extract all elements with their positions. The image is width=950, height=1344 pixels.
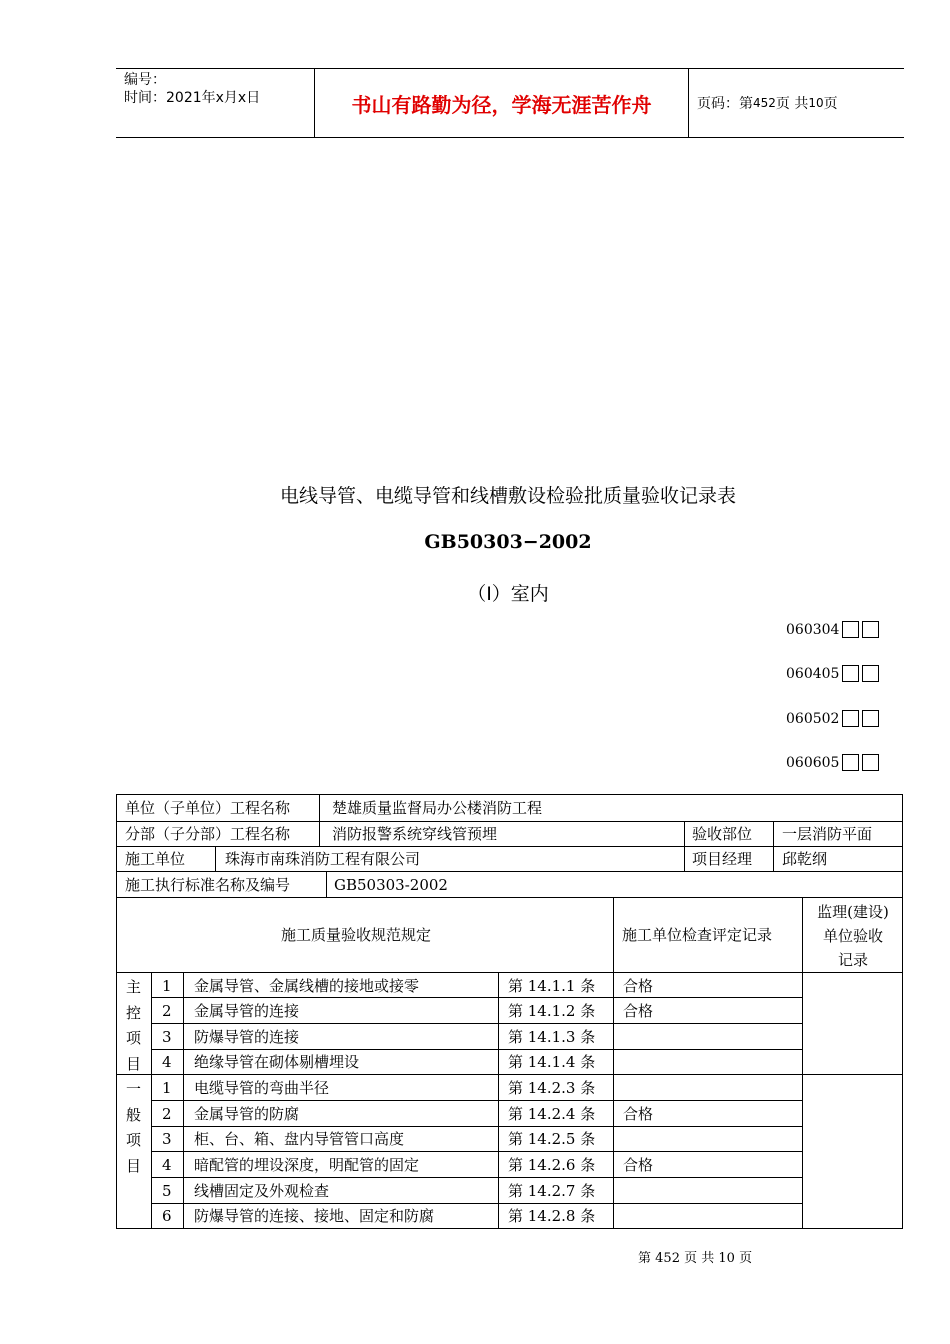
group-char: 主 [126,978,142,996]
item-clause: 第 14.1.2 条 [508,1002,596,1020]
item-result: 合格 [623,1105,654,1123]
group-char: 一 [126,1080,142,1098]
acceptance-part-value: 一层消防平面 [782,825,873,843]
rule [117,1074,902,1075]
rule [773,821,774,871]
rule [117,897,902,898]
checkbox[interactable] [862,621,879,638]
code-row [786,705,879,727]
rule [319,795,320,821]
document-subtitle: （Ⅰ）室内 [467,583,549,605]
checkbox[interactable] [862,710,879,727]
item-description: 暗配管的埋设深度，明配管的固定 [194,1156,420,1174]
manager-label: 项目经理 [692,850,753,868]
rule [498,972,499,1228]
rule [319,821,320,846]
acceptance-table [116,794,903,1229]
item-result: 合格 [623,1002,654,1020]
unit-name-label: 单位（子单位）工程名称 [125,799,291,817]
item-description: 电缆导管的弯曲半径 [194,1079,330,1097]
checkbox[interactable] [862,665,879,682]
item-clause: 第 14.2.8 条 [508,1207,596,1225]
document-title: 电线导管、电缆导管和线槽敷设检验批质量验收记录表 [279,485,736,507]
rule [117,846,902,847]
exec-standard-value: GB50303-2002 [334,876,448,894]
rule [802,897,803,1228]
exec-standard-label: 施工执行标准名称及编号 [125,876,291,894]
page-prefix: 页码：第 [697,96,753,112]
code-row [786,749,879,771]
rule [684,821,685,871]
item-number: 6 [162,1207,172,1225]
item-description: 线槽固定及外观检查 [194,1182,330,1200]
item-number: 2 [162,1105,172,1123]
rule [117,871,902,872]
item-number: 1 [162,1079,172,1097]
rule [151,997,802,998]
page-mid: 页 共 [775,96,809,112]
header-slogan-cell [315,69,689,137]
item-clause: 第 14.1.4 条 [508,1053,596,1071]
general-group-label [126,1077,144,1179]
number-label: 编号： [124,72,166,88]
footer-mid: 页 共 [684,1251,715,1266]
group-char: 般 [126,1105,142,1124]
group-char: 项 [126,1131,142,1149]
footer-suffix: 页 [739,1251,753,1266]
item-number: 3 [162,1130,172,1148]
time-label: 时间：2021年x月x日 [124,90,261,106]
rule [151,972,152,1228]
checkbox[interactable] [842,754,859,771]
rule [151,1177,802,1178]
rule [117,821,902,822]
rule [183,972,184,1228]
item-clause: 第 14.2.4 条 [508,1105,596,1123]
item-number: 2 [162,1002,172,1020]
item-result: 合格 [623,977,654,995]
supervisor-header [807,900,899,972]
checkbox[interactable] [842,621,859,638]
item-description: 金属导管的连接 [194,1002,300,1020]
constructor-label: 施工单位 [125,850,186,868]
item-number: 4 [162,1156,172,1174]
item-clause: 第 14.2.3 条 [508,1079,596,1097]
subdivision-label: 分部（子分部）工程名称 [125,825,291,843]
code-label: 060304 [786,622,840,638]
code-row [786,660,879,682]
unit-name-value: 楚雄质量监督局办公楼消防工程 [332,799,543,817]
item-number: 3 [162,1028,172,1046]
item-description: 防爆导管的连接、接地、固定和防腐 [194,1207,435,1225]
item-number: 5 [162,1182,172,1200]
code-row [786,616,879,638]
supervisor-header-line: 单位验收 [822,927,883,945]
code-label: 060405 [786,666,840,682]
supervisor-header-line: 记录 [837,951,868,969]
header-meta [116,69,315,137]
check-header: 施工单位检查评定记录 [622,926,773,944]
item-clause: 第 14.1.3 条 [508,1028,596,1046]
checkbox[interactable] [842,710,859,727]
rule [151,1203,802,1204]
manager-value: 邱乾纲 [782,850,828,868]
item-description: 绝缘导管在砌体剔槽埋设 [194,1053,360,1071]
code-label: 060605 [786,755,840,771]
group-char: 目 [126,1054,142,1073]
rule [151,1049,802,1050]
rule [151,1100,802,1101]
item-description: 柜、台、箱、盘内导管管口高度 [194,1130,405,1148]
page-header [116,68,904,138]
footer-prefix: 第 [638,1251,652,1266]
page-suffix: 页 [823,96,838,112]
footer-page: 452 [655,1251,680,1266]
checkbox[interactable] [862,754,879,771]
item-number: 1 [162,977,172,995]
rule [151,1151,802,1152]
checkbox[interactable] [842,665,859,682]
subdivision-value: 消防报警系统穿线管预埋 [332,825,498,843]
rule [117,972,902,973]
item-clause: 第 14.2.7 条 [508,1182,596,1200]
group-char: 目 [126,1156,142,1175]
header-page-info [689,69,904,137]
item-description: 防爆导管的连接 [194,1028,300,1046]
item-clause: 第 14.1.1 条 [508,977,596,995]
footer-total: 10 [718,1251,735,1266]
spec-header: 施工质量验收规范规定 [281,926,432,944]
item-clause: 第 14.2.6 条 [508,1156,596,1174]
code-label: 060502 [786,711,840,727]
standard-code: GB50303−2002 [424,531,592,553]
group-char: 控 [126,1003,142,1022]
rule [151,1023,802,1024]
page-footer [638,1247,752,1266]
item-description: 金属导管的防腐 [194,1105,300,1123]
main-group-label [126,975,144,1077]
supervisor-header-line: 监理(建设) [817,903,889,921]
acceptance-part-label: 验收部位 [692,825,753,843]
item-number: 4 [162,1053,172,1071]
header-slogan: 书山有路勤为径，学海无涯苦作舟 [351,92,652,117]
item-description: 金属导管、金属线槽的接地或接零 [194,977,420,995]
rule [151,1126,802,1127]
group-char: 项 [126,1029,142,1047]
item-result: 合格 [623,1156,654,1174]
rule [326,871,327,897]
constructor-value: 珠海市南珠消防工程有限公司 [225,850,421,868]
rule [613,897,614,1228]
rule [215,846,216,871]
page-number: 452 [753,96,776,110]
page-total: 10 [808,96,824,110]
item-clause: 第 14.2.5 条 [508,1130,596,1148]
